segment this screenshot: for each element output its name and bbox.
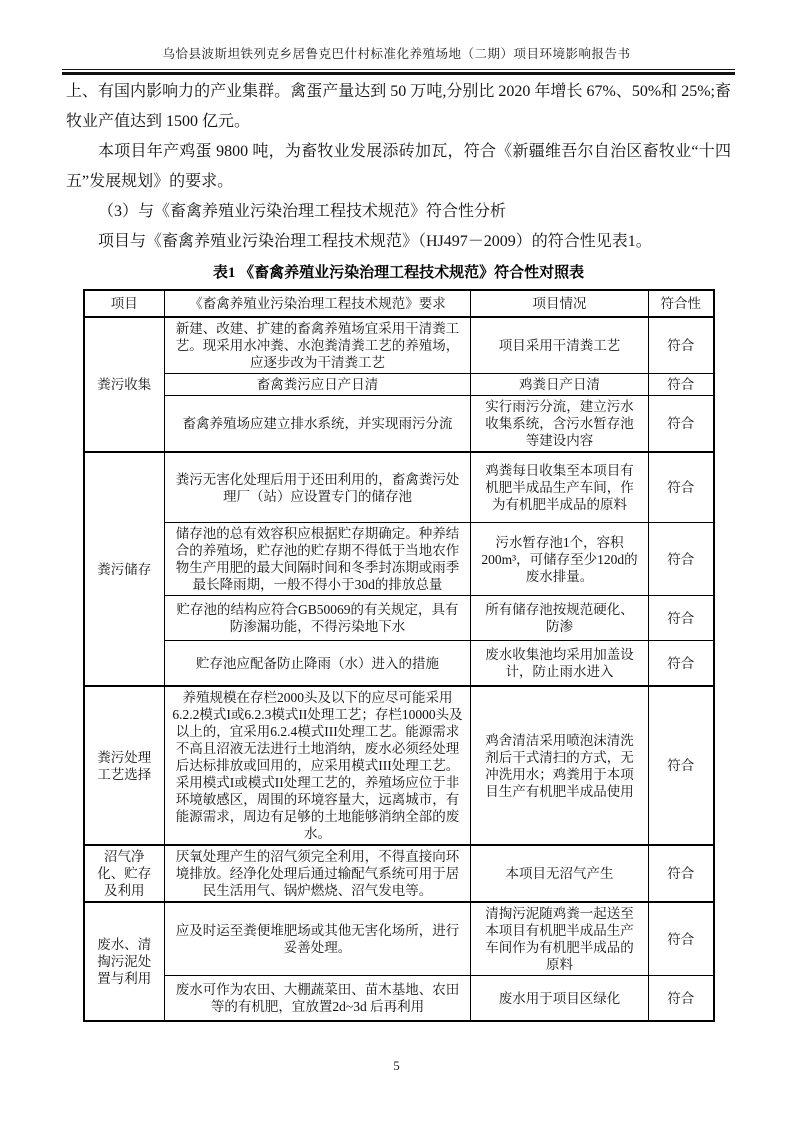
- requirement-cell: 养殖规模在存栏2000头及以下的应尽可能采用6.2.2模式I或6.2.3模式II处理工艺；存栏10000头及以上的，宜采用6.2.4模式III处理工艺。能源需求不高且沼液无法进行土地消纳，废水必须经处理后达标排放或回用的，应采用模式III处理工艺。采用模式I或模式II处理工艺的，养殖场应位于非环境敏感区，周围的环境容量大，远离城市，有能源需求，周边有足够的土地能够消纳全部的废水。: [165, 686, 471, 845]
- situation-cell: 废水收集池均采用加盖设计，防止雨水进入: [471, 641, 649, 687]
- requirement-cell: 应及时运至粪便堆肥场或其他无害化场所，进行妥善处理。: [165, 902, 471, 976]
- situation-cell: 本项目无沼气产生: [471, 845, 649, 902]
- item-category-cell: 废水、清掏污泥处置与利用: [84, 902, 165, 1021]
- document-header-title: 乌恰县波斯坦铁列克乡居鲁克巴什村标准化养殖场地（二期）项目环境影响报告书: [162, 47, 631, 61]
- compliance-cell: 符合: [649, 317, 714, 374]
- situation-cell: 实行雨污分流，建立污水收集系统，含污水暂存池等建设内容: [471, 396, 649, 453]
- page-number: 5: [393, 1058, 400, 1073]
- compliance-cell: 符合: [649, 523, 714, 596]
- requirement-cell: 畜禽粪污应日产日清: [165, 374, 471, 396]
- table-row: [84, 641, 714, 687]
- situation-cell: 废水用于项目区绿化: [471, 976, 649, 1022]
- table-row: [84, 317, 714, 374]
- table-row: [84, 523, 714, 596]
- compliance-cell: 符合: [649, 686, 714, 845]
- requirement-cell: 新建、改建、扩建的畜禽养殖场宜采用干清粪工艺。现采用水冲粪、水泡粪清粪工艺的养殖场，应逐步改为干清粪工艺: [165, 317, 471, 374]
- col-header-situation: 项目情况: [471, 290, 649, 317]
- requirement-cell: 废水可作为农田、大棚蔬菜田、苗木基地、农田等的有机肥，宜放置2d~3d 后再利用: [165, 976, 471, 1022]
- item-category-cell: 粪污收集: [84, 317, 165, 452]
- compliance-cell: 符合: [649, 641, 714, 687]
- compliance-cell: 符合: [649, 374, 714, 396]
- section-heading: （3）与《畜禽养殖业污染治理工程技术规范》符合性分析: [98, 203, 507, 220]
- table-row: [84, 845, 714, 902]
- compliance-cell: 符合: [649, 902, 714, 976]
- table-row: [84, 374, 714, 396]
- requirement-cell: 储存池的总有效容积应根据贮存期确定。种养结合的养殖场，贮存池的贮存期不得低于当地农作物生产用肥的最大间隔时间和冬季封冻期或雨季最长降雨期，一般不得小于30d的排放总量: [165, 523, 471, 596]
- compliance-table: [83, 289, 715, 1022]
- compliance-cell: 符合: [649, 976, 714, 1022]
- situation-cell: 鸡粪每日收集至本项目有机肥半成品生产车间，作为有机肥半成品的原料: [471, 452, 649, 523]
- col-header-compliance: 符合性: [649, 290, 714, 317]
- situation-cell: 所有储存池按规范硬化、防渗: [471, 596, 649, 641]
- col-header-item: 项目: [84, 290, 165, 317]
- body-paragraph: 本项目年产鸡蛋 9800 吨，为畜牧业发展添砖加瓦，符合《新疆维吾尔自治区畜牧业“十四五”发展规划》的要求。: [66, 143, 731, 190]
- requirement-cell: 厌氧处理产生的沼气须完全利用，不得直接向环境排放。经净化处理后通过输配气系统可用于居民生活用气、锅炉燃烧、沼气发电等。: [165, 845, 471, 902]
- header-rule: [62, 69, 735, 75]
- table-row: [84, 452, 714, 523]
- col-header-requirement: 《畜禽养殖业污染治理工程技术规范》要求: [165, 290, 471, 317]
- table-header-row: [84, 290, 714, 317]
- compliance-cell: 符合: [649, 596, 714, 641]
- body-paragraph: 项目与《畜禽养殖业污染治理工程技术规范》（HJ497－2009）的符合性见表1。: [98, 233, 652, 250]
- requirement-cell: 畜禽养殖场应建立排水系统，并实现雨污分流: [165, 396, 471, 453]
- compliance-cell: 符合: [649, 452, 714, 523]
- table-row: [84, 596, 714, 641]
- table-row: [84, 902, 714, 976]
- situation-cell: 鸡舍清洁采用喷泡沫清洗剂后干式清扫的方式，无冲洗用水；鸡粪用于本项目生产有机肥半成品使用: [471, 686, 649, 845]
- situation-cell: 鸡粪日产日清: [471, 374, 649, 396]
- table-title: 表1 《畜禽养殖业污染治理工程技术规范》符合性对照表: [212, 265, 585, 281]
- page-header: [0, 0, 793, 75]
- situation-cell: 清掏污泥随鸡粪一起送至本项目有机肥半成品生产车间作为有机肥半成品的原料: [471, 902, 649, 976]
- item-category-cell: 粪污处理工艺选择: [84, 686, 165, 845]
- requirement-cell: 贮存池的结构应符合GB50069的有关规定，具有防渗漏功能，不得污染地下水: [165, 596, 471, 641]
- table-row: [84, 976, 714, 1022]
- requirement-cell: 粪污无害化处理后用于还田利用的，畜禽粪污处理厂（站）应设置专门的储存池: [165, 452, 471, 523]
- compliance-cell: 符合: [649, 396, 714, 453]
- table-row: [84, 396, 714, 453]
- requirement-cell: 贮存池应配备防止降雨（水）进入的措施: [165, 641, 471, 687]
- item-category-cell: 粪污储存: [84, 452, 165, 686]
- table-row: [84, 686, 714, 845]
- situation-cell: 项目采用干清粪工艺: [471, 317, 649, 374]
- item-category-cell: 沼气净化、贮存及利用: [84, 845, 165, 902]
- situation-cell: 污水暂存池1个，容积200m³，可储存至少120d的废水排量。: [471, 523, 649, 596]
- body-paragraph: 上、有国内影响力的产业集群。禽蛋产量达到 50 万吨,分别比 2020 年增长 67%、50%和 25%;畜牧业产值达到 1500 亿元。: [66, 83, 731, 130]
- page-content: [66, 77, 731, 1022]
- compliance-cell: 符合: [649, 845, 714, 902]
